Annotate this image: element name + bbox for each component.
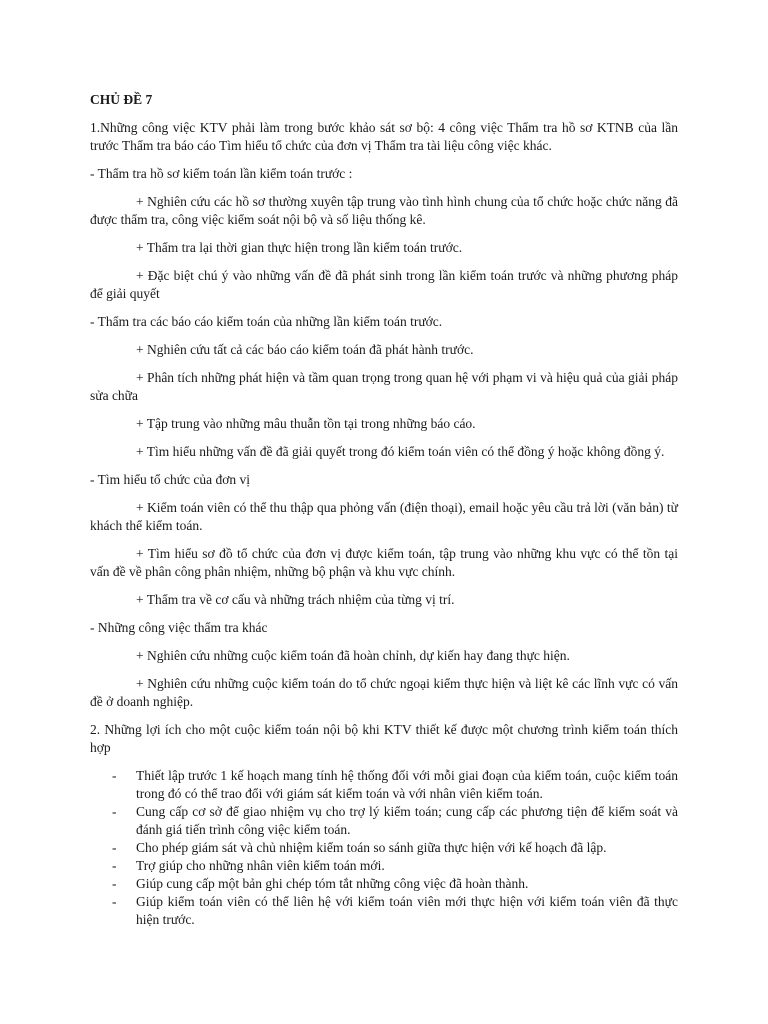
section-item: + Kiểm toán viên có thể thu thập qua phỏng vấn (điện thoại), email hoặc yêu cầu trả lời (văn bản) từ khách thể kiểm toán. (90, 500, 678, 533)
list-item (90, 839, 678, 857)
part2-heading: 2. Những lợi ích cho một cuộc kiểm toán nội bộ khi KTV thiết kế được một chương trình kiểm toán thích hợp (90, 722, 678, 755)
list-item (90, 857, 678, 875)
list-item (90, 893, 678, 929)
section-item: + Thẩm tra lại thời gian thực hiện trong lần kiểm toán trước. (136, 240, 463, 255)
list-item-text: Cho phép giám sát và chủ nhiệm kiểm toán so sánh giữa thực hiện với kế hoạch đã lập. (136, 840, 607, 855)
intro-paragraph: 1.Những công việc KTV phải làm trong bước khảo sát sơ bộ: 4 công việc Thẩm tra hồ sơ KTNB của lần trước Thẩm tra báo cáo Tìm hiểu tổ chức của đơn vị Thẩm tra tài liệu công việc khác. (90, 120, 678, 153)
section-item: + Đặc biệt chú ý vào những vấn đề đã phát sinh trong lần kiểm toán trước và những phương pháp để giải quyết (90, 268, 678, 301)
bullet-dash: - (112, 804, 117, 819)
list-item-text: Trợ giúp cho những nhân viên kiểm toán mới. (136, 858, 385, 873)
list-item (90, 803, 678, 839)
list-item-text: Giúp cung cấp một bản ghi chép tóm tắt những công việc đã hoàn thành. (136, 876, 529, 891)
section-item: + Tập trung vào những mâu thuẫn tồn tại trong những báo cáo. (136, 416, 476, 431)
section-heading: - Thẩm tra các báo cáo kiểm toán của những lần kiểm toán trước. (90, 314, 443, 329)
section-item: + Nghiên cứu các hồ sơ thường xuyên tập trung vào tình hình chung của tổ chức hoặc chức năng đã được thẩm tra, công việc kiểm soát nội bộ và số liệu thống kê. (90, 194, 678, 227)
bullet-dash: - (112, 840, 117, 855)
document-page (90, 91, 678, 929)
benefits-list (90, 767, 678, 929)
section-heading: - Những công việc thẩm tra khác (90, 620, 268, 635)
bullet-dash: - (112, 894, 117, 909)
section-item: + Nghiên cứu những cuộc kiểm toán do tổ chức ngoại kiểm thực hiện và liệt kê các lĩnh vực có vấn đề ở doanh nghiệp. (90, 676, 678, 709)
list-item-text: Giúp kiểm toán viên có thể liên hệ với kiểm toán viên mới thực hiện với kiểm toán viên đã thực hiện trước. (136, 894, 678, 927)
list-item (90, 767, 678, 803)
bullet-dash: - (112, 768, 117, 783)
section-heading: - Tìm hiểu tổ chức của đơn vị (90, 472, 251, 487)
section-item: + Tìm hiểu những vấn đề đã giải quyết trong đó kiểm toán viên có thể đồng ý hoặc không đồng ý. (136, 444, 665, 459)
bullet-dash: - (112, 858, 117, 873)
section-item: + Phân tích những phát hiện và tầm quan trọng trong quan hệ với phạm vi và hiệu quả của giải pháp sửa chữa (90, 370, 678, 403)
bullet-dash: - (112, 876, 117, 891)
document-title: CHỦ ĐỀ 7 (90, 92, 153, 107)
section-item: + Nghiên cứu tất cả các báo cáo kiểm toán đã phát hành trước. (136, 342, 474, 357)
list-item (90, 875, 678, 893)
section-item: + Thẩm tra về cơ cấu và những trách nhiệm của từng vị trí. (136, 592, 455, 607)
section-heading: - Thẩm tra hồ sơ kiểm toán lần kiểm toán trước : (90, 166, 353, 181)
list-item-text: Cung cấp cơ sở để giao nhiệm vụ cho trợ lý kiểm toán; cung cấp các phương tiện để kiểm soát và đánh giá tiến trình công việc kiểm toán. (136, 804, 678, 837)
section-item: + Tìm hiểu sơ đồ tổ chức của đơn vị được kiểm toán, tập trung vào những khu vực có thể tồn tại vấn đề về phân công phân nhiệm, những bộ phận và khu vực chính. (90, 546, 678, 579)
list-item-text: Thiết lập trước 1 kế hoạch mang tính hệ thống đối với mỗi giai đoạn của kiểm toán, cuộc kiểm toán trong đó có thể trao đổi với giám sát kiểm toán và với nhân viên kiểm toán. (136, 768, 678, 801)
section-item: + Nghiên cứu những cuộc kiểm toán đã hoàn chỉnh, dự kiến hay đang thực hiện. (136, 648, 570, 663)
